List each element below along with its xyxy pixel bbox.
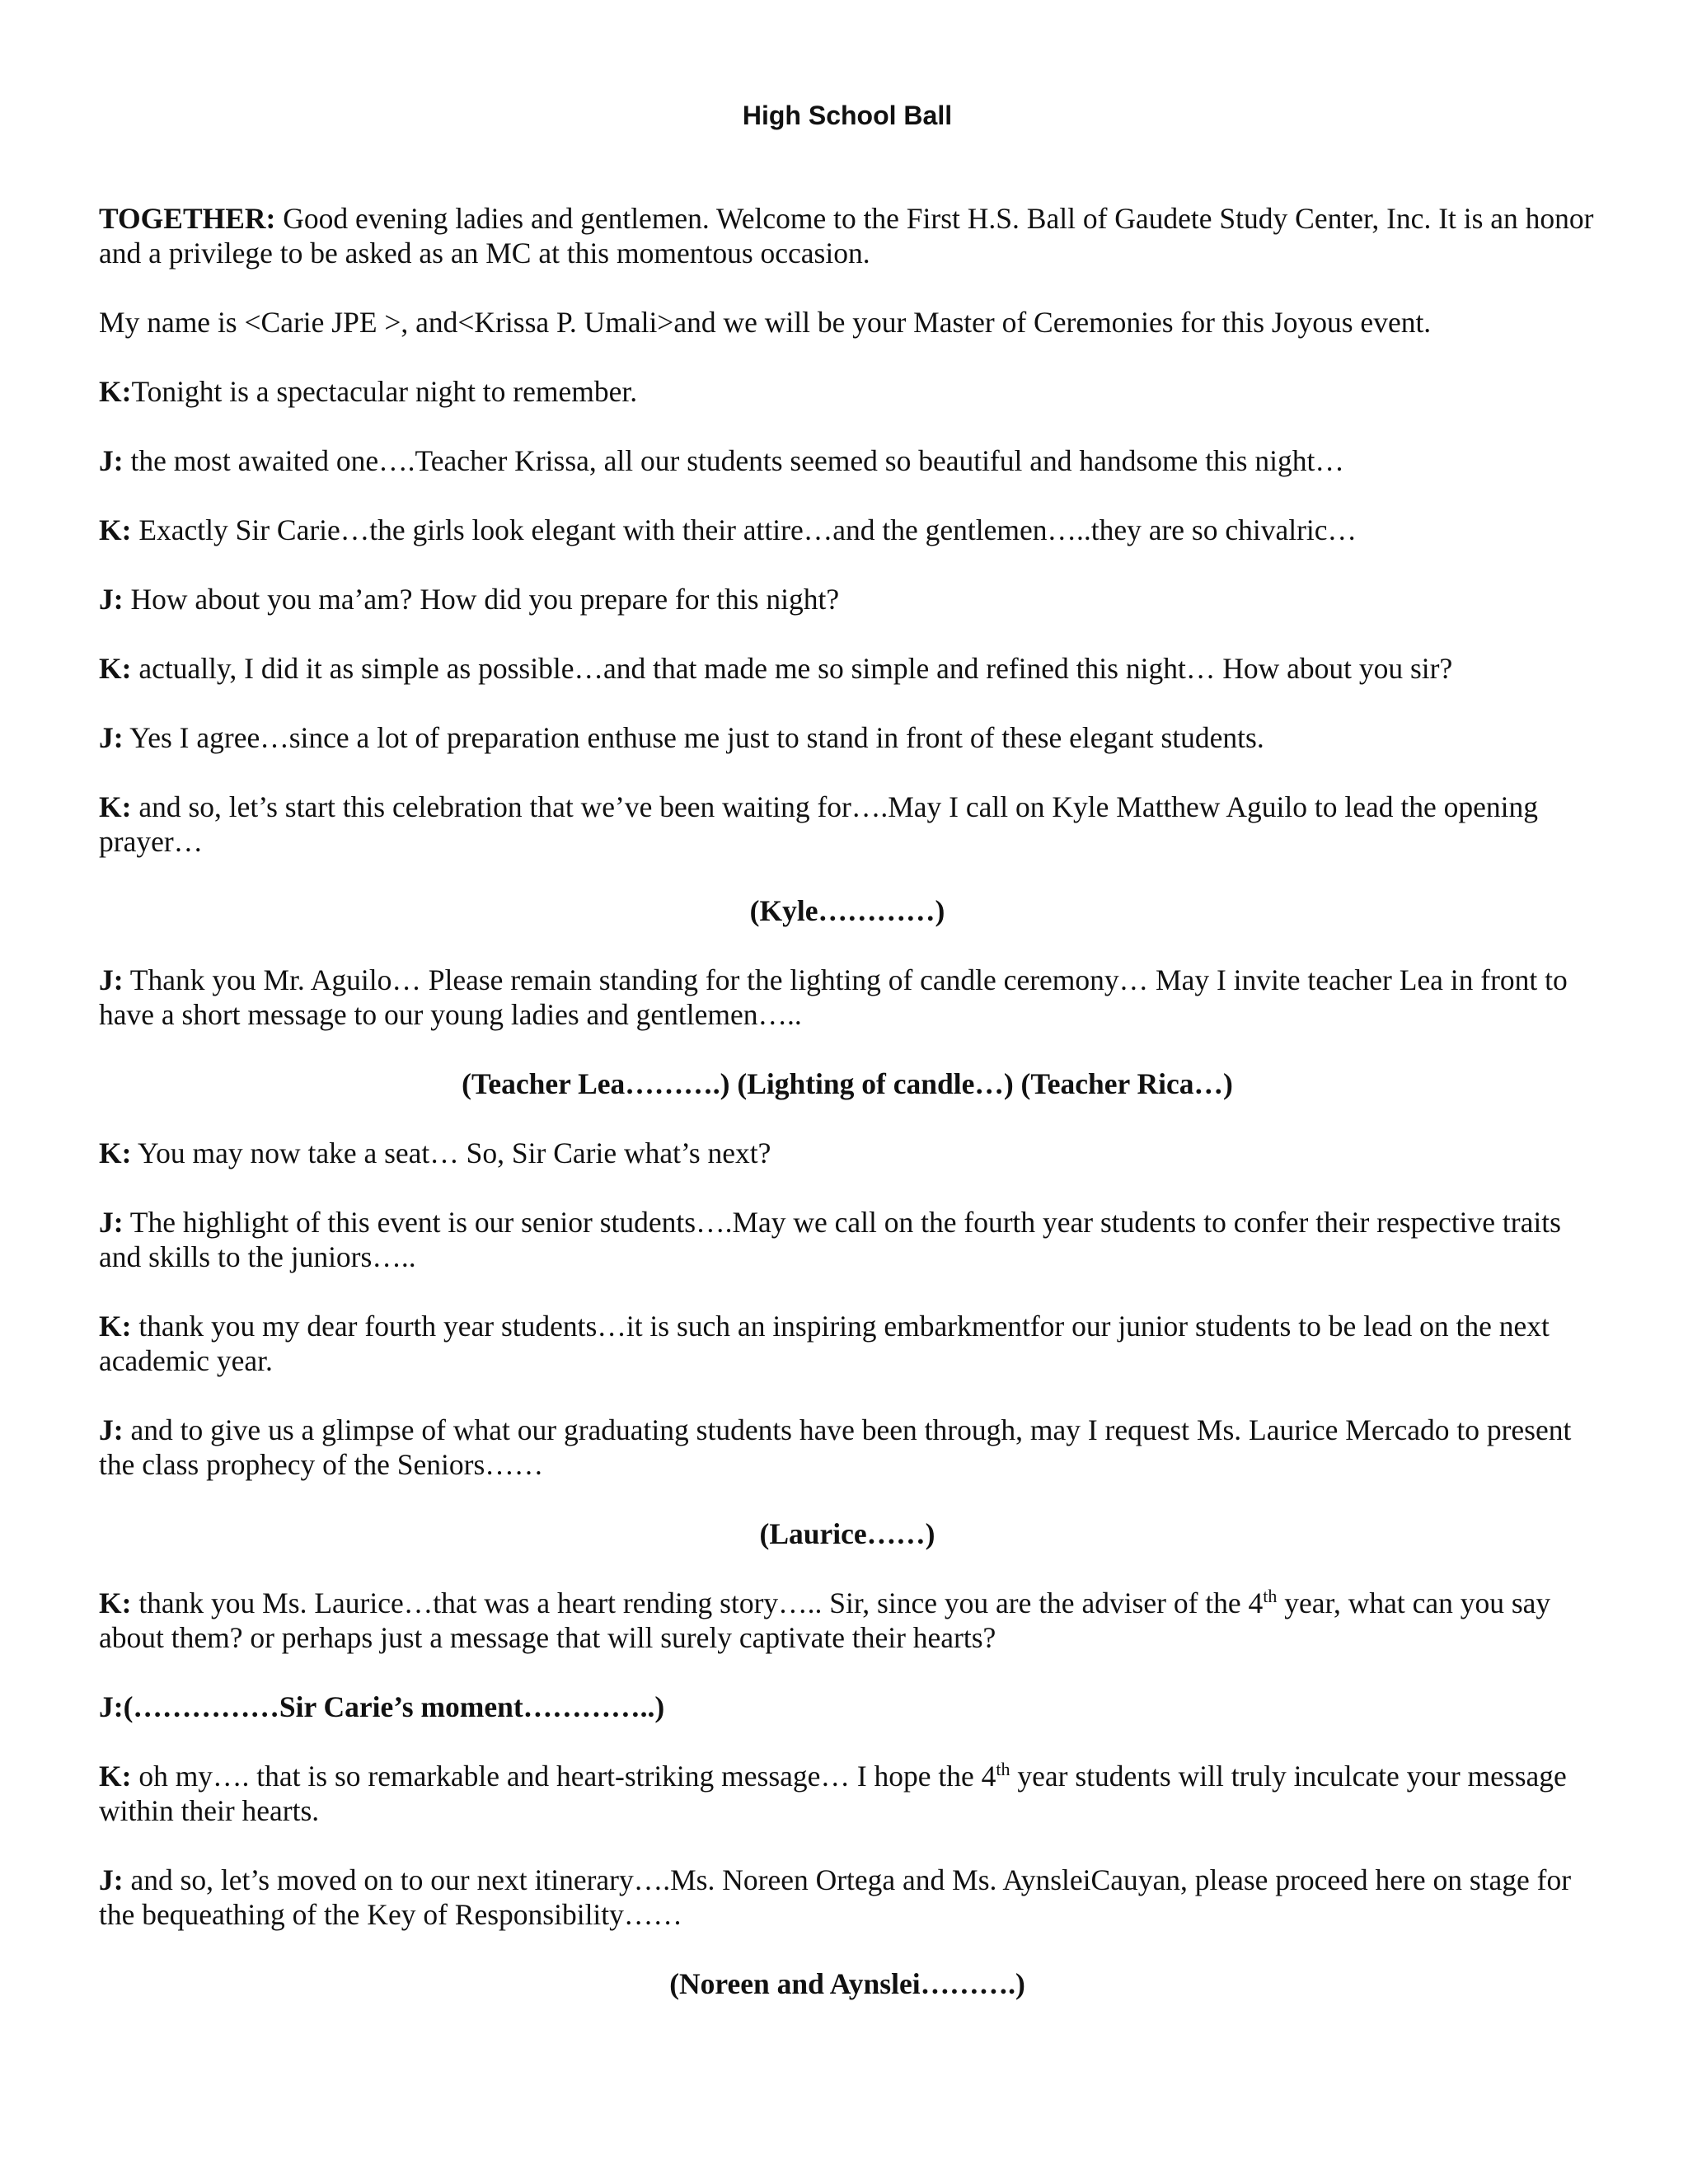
ordinal-suffix: th — [996, 1759, 1010, 1780]
line-text: and so, let’s moved on to our next itinerary….Ms. Noreen Ortega and Ms. AynsleiCauyan, please proceed here on stage for the bequeathing of the Key of Responsibility…… — [99, 1863, 1572, 1931]
line-text: My name is <Carie JPE >, and<Krissa P. Umali>and we will be your Master of Ceremonies for this Joyous event. — [99, 306, 1432, 339]
speaker-label: K: — [99, 513, 132, 546]
speaker-label: K: — [99, 790, 132, 823]
line-text: thank you my dear fourth year students…it is such an inspiring embarkmentfor our junior students to be lead on the next academic year. — [99, 1310, 1550, 1377]
line-text: the most awaited one….Teacher Krissa, all our students seemed so beautiful and handsome this night… — [123, 444, 1344, 477]
stage-cue-laurice: (Laurice……) — [759, 1517, 935, 1550]
ordinal-suffix: th — [1263, 1586, 1278, 1607]
line-text: Yes I agree…since a lot of preparation enthuse me just to stand in front of these elegant students. — [123, 721, 1264, 754]
speaker-label: K: — [99, 375, 132, 408]
script-line — [99, 513, 1596, 547]
script-line — [99, 1413, 1596, 1482]
line-text: Tonight is a spectacular night to remember. — [131, 375, 638, 408]
script-line — [99, 1863, 1596, 1932]
speaker-label: J: — [99, 1863, 124, 1896]
speaker-label: K: — [99, 1137, 132, 1169]
speaker-label: K: — [99, 1310, 132, 1343]
speaker-label: J: — [99, 583, 124, 616]
script-line — [99, 582, 1596, 616]
document-title: High School Ball — [742, 101, 953, 130]
line-text: and to give us a glimpse of what our graduating students have been through, may I request Ms. Laurice Mercado to present the class prophecy of the Seniors…… — [99, 1413, 1572, 1481]
script-line — [99, 790, 1596, 859]
speaker-label: K: — [99, 1760, 132, 1793]
line-text: thank you Ms. Laurice…that was a heart rending story….. Sir, since you are the adviser of the 4 — [131, 1586, 1264, 1619]
stage-cue-noreen-aynslei: (Noreen and Aynslei……….) — [669, 1967, 1025, 2000]
script-line — [99, 963, 1596, 1032]
line-text: Thank you Mr. Aguilo… Please remain standing for the lighting of candle ceremony… May I invite teacher Lea in front to have a short message to our young ladies and gentlemen….. — [99, 963, 1568, 1031]
stage-cue-lea-candle-rica: (Teacher Lea……….) (Lighting of candle…) (Teacher Rica…) — [462, 1067, 1233, 1100]
line-text: and so, let’s start this celebration that we’ve been waiting for….May I call on Kyle Matthew Aguilo to lead the opening prayer… — [99, 790, 1538, 858]
speaker-label: J: — [99, 444, 124, 477]
stage-cue-carie-moment: J:(……………Sir Carie’s moment…………..) — [99, 1690, 665, 1723]
script-line — [99, 443, 1596, 478]
stage-cue-kyle: (Kyle…………) — [749, 894, 945, 927]
script-line — [99, 1759, 1596, 1828]
script-line — [99, 720, 1596, 755]
speaker-label: TOGETHER: — [99, 202, 276, 235]
script-line — [99, 201, 1596, 270]
line-text: How about you ma’am? How did you prepare for this night? — [123, 583, 840, 616]
script-line — [99, 1136, 1596, 1170]
line-text: Good evening ladies and gentlemen. Welcome to the First H.S. Ball of Gaudete Study Center, Inc. It is an honor and a privilege to be asked as an MC at this momentous occasion. — [99, 202, 1594, 269]
speaker-label: K: — [99, 1586, 132, 1619]
speaker-label: J: — [99, 963, 124, 996]
line-text: Exactly Sir Carie…the girls look elegant with their attire…and the gentlemen…..they are so chivalric… — [131, 513, 1357, 546]
line-text: year students will truly inculcate your message within their hearts. — [99, 1760, 1567, 1827]
script-line — [99, 374, 1596, 409]
line-text: You may now take a seat… So, Sir Carie what’s next? — [131, 1137, 771, 1169]
script-line — [99, 1205, 1596, 1274]
line-text: The highlight of this event is our senior students….May we call on the fourth year students to confer their respective traits and skills to the juniors….. — [99, 1206, 1561, 1273]
speaker-label: J: — [99, 721, 124, 754]
speaker-label: J: — [99, 1206, 124, 1239]
line-text: actually, I did it as simple as possible…and that made me so simple and refined this night… How about you sir? — [131, 652, 1453, 685]
script-line — [99, 305, 1596, 340]
line-text: year, what can you say about them? or perhaps just a message that will surely captivate their hearts? — [99, 1586, 1551, 1654]
speaker-label: J: — [99, 1413, 124, 1446]
line-text: oh my…. that is so remarkable and heart-striking message… I hope the 4 — [131, 1760, 996, 1793]
script-line — [99, 1309, 1596, 1378]
speaker-label: K: — [99, 652, 132, 685]
script-line — [99, 651, 1596, 686]
script-line — [99, 1586, 1596, 1655]
